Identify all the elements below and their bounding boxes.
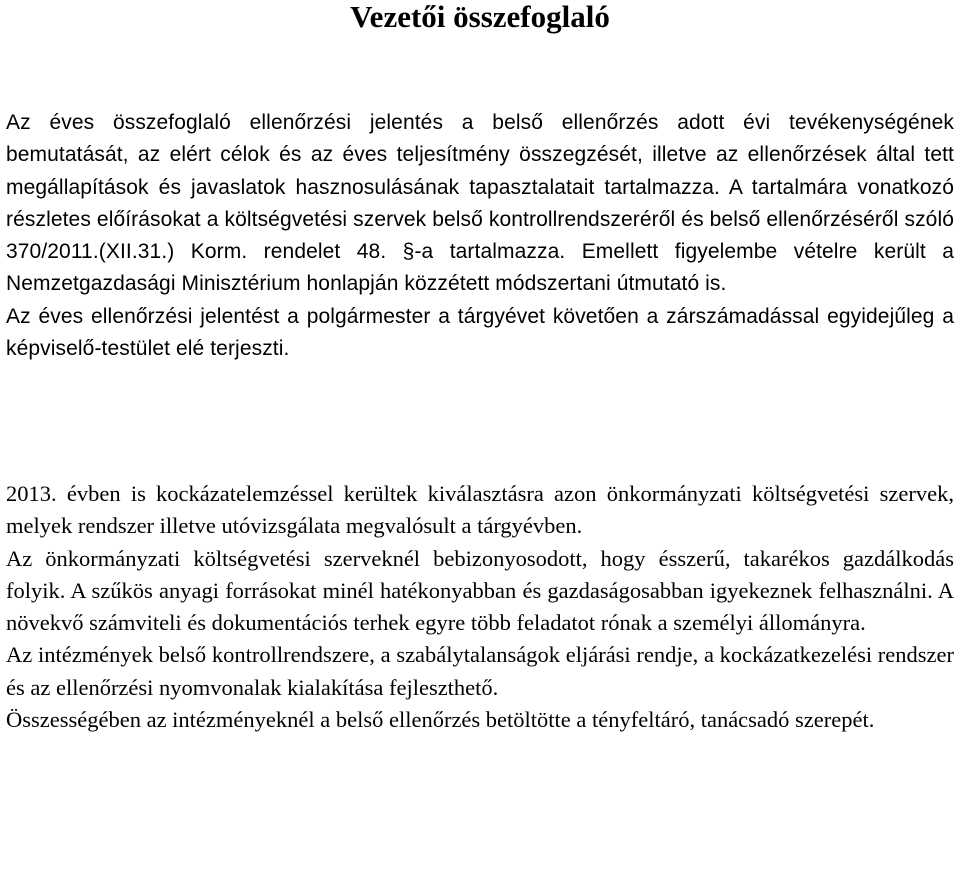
findings-paragraph-3: Az intézmények belső kontrollrendszere, a szabálytalanságok eljárási rendje, a kockázatkezelési rendszer és az ellenőrzési nyomvonalak kialakítása fejleszthető. [6,642,954,700]
findings-section [6,478,954,736]
page-title: Vezetői összefoglaló [350,0,610,34]
intro-paragraph-2: Az éves ellenőrzési jelentést a polgármester a tárgyévet követően a zárszámadással egyidejűleg a képviselő-testület elé terjeszti. [6,304,954,361]
document-page [6,0,954,733]
findings-paragraph-4: Összességében az intézményeknél a belső ellenőrzés betöltötte a tényfeltáró, tanácsadó szerepét. [6,707,875,733]
findings-paragraph-2: Az önkormányzati költségvetési szerveknél bebizonyosodott, hogy ésszerű, takarékos gazdálkodás folyik. A szűkös anyagi forrásokat minél hatékonyabban és gazdaságosabban igyekeznek felhasználni. A növekvő számviteli és dokumentációs terhek egyre több feladatot rónak a személyi állományra. [6,545,954,636]
findings-paragraph-1: 2013. évben is kockázatelemzéssel kerültek kiválasztásra azon önkormányzati költségvetési szervek, melyek rendszer illetve utóvizsgálata megvalósult a tárgyévben. [6,481,954,539]
intro-section [6,107,954,365]
intro-paragraph-1: Az éves összefoglaló ellenőrzési jelentés a belső ellenőrzés adott évi tevékenységének bemutatását, az elért célok és az éves teljesítmény összegzését, illetve az ellenőrzések által tett megállapítások és javaslatok hasznosulásának tapasztalatait tartalmazza. A tartalmára vonatkozó részletes előírásokat a költségvetési szervek belső kontrollrendszeréről és belső ellenőrzéséről szóló 370/2011.(XII.31.) Korm. rendelet 48. §-a tartalmazza. Emellett figyelembe vételre került a Nemzetgazdasági Minisztérium honlapján közzétett módszertani útmutató is. [6,111,954,296]
